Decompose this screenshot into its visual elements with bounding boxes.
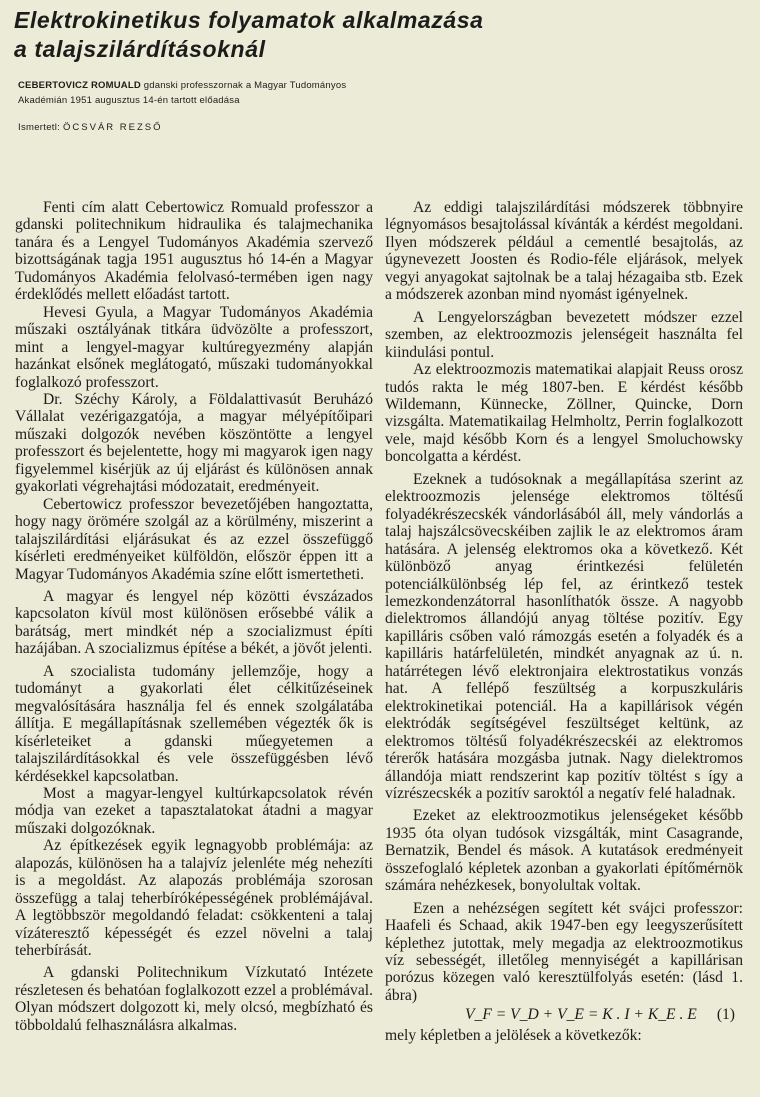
paragraph: A szocialista tudomány jellemzője, hogy a tudományt a gyakorlati élet célkitűzéseinek megvalósítására használja fel és ennek szolgálatába állítja. E megállapításnak szellemében végezték ők is kísérleteiket a gdanski műegyetemen a talajszilárdításokkal és vele összefüggésben lévő kérdésekkel kapcsolatban.: [15, 662, 373, 785]
paragraph: Fenti cím alatt Cebertowicz Romuald professzor a gdanski politechnikum hidraulika és talajmechanika tanára és a Lengyel Tudományos Akadémia szervező bizottságának tagja 1951 augusztus hó 14-én a Magyar Tudományos Akadémia felolvasó-termében igen nagy érdeklődés mellett előadást tartott.: [15, 199, 373, 304]
reviewer-name: ÖCSVÁR REZSŐ: [63, 122, 163, 133]
paragraph: A Lengyelországban bevezetett módszer ezzel szemben, az elektroozmozis jelenségeit használta fel kiindulási pontul.: [385, 308, 743, 361]
equation-body: V_F = V_D + V_E = K . I + K_E . E: [465, 1006, 697, 1024]
reviewer-label: Ismertetl:: [18, 122, 61, 133]
article-title: [14, 6, 744, 64]
paragraph: Ezen a nehézségen segített két svájci professzor: Haafeli és Schaad, akik 1947-ben egy leegyszerűsített képlethez jutottak, mely megadja az elektroozmotikus víz sebességét, illetőleg mennyiségét a kapillárisan porózus közegen való keresztülfolyás esetén: (lásd 1. ábra): [385, 899, 743, 1004]
paragraph: Dr. Széchy Károly, a Földalattivasút Beruházó Vállalat vezérigazgatója, a magyar mélyépítőipari műszaki dolgozók nevében köszöntötte a lengyel professzort és bejelentette, hogy mi magyarok igen nagy figyelemmel kisérjük az új eljárást és különösen annak gyakorlati végrehajtási módozatait, eredményeit.: [15, 390, 373, 496]
paragraph: A gdanski Politechnikum Vízkutató Intézete részletesen és behatóan foglalkozott ezzel a problémával. Olyan módszert dolgozott ki, mely olcsó, megbízható és többoldalú felhasználásra alkalmas.: [15, 964, 373, 1034]
title-line-2: a talajszilárdításoknál: [14, 36, 266, 62]
paragraph: Ezeknek a tudósoknak a megállapítása szerint az elektroozmozis jelensége elektromos töltésű folyadékrészecskék vándorlásából áll, mely vándorlás a talaj hajszálcsövecskéiben zajlik le az elektromos áram hatására. A jelenség elektromos oka a következő. Két különböző anyag érintkezési felületén potenciálkülönbség lép fel, az érintkező testek lemezkondenzátorral hasonlíthatók össze. A nagyobb dielektromos állandójú anyag töltése pozitív. Egy kapilláris csőben való rámozgás esetén a folyadék és a kapilláris határfelületén, mindkét anyagnak az ú. n. határrétegen lévő elektronjaira elektrostatikus vonzás hat. A fellépő feszültség a korpuszkuláris elektrokinetikai potenciál. Ha a kapillárisok végén elektródák segítségével feszültséget keltünk, az elektromos töltésű folyadékrészecskéi az elektromos térerők hatására mozgásba jutnak. Nagy dielektromos állandója miatt rendszerint kap pozitív töltést s így a vízrészecskék a pozitív saroktól a negatív felé haladnak.: [385, 470, 743, 802]
equation: [385, 1006, 743, 1023]
paragraph: Most a magyar-lengyel kultúrkapcsolatok révén módja van ezeket a tapasztalatokat átadni a magyar műszaki dolgozóknak.: [15, 784, 373, 837]
paragraph: Az építkezések egyik legnagyobb problémája: az alapozás, különösen ha a talajvíz jelenléte még nehezíti is a megoldást. Az alapozás problémája szorosan összefügg a talaj teherbíróképességének problémájával. A legtöbbször megoldandó feladat: csökkenteni a talaj vízáteresztő képességét és ezzel növelni a talaj teherbírását.: [15, 837, 373, 960]
title-line-1: Elektrokinetikus folyamatok alkalmazása: [14, 7, 484, 33]
paragraph: Ezeket az elektroozmotikus jelenségeket később 1935 óta olyan tudósok vizsgálták, mint Casagrande, Bernatzik, Bendel és mások. A kutatások eredményeit összefoglaló képletek azonban a gyakorlati építőmérnök számára nehézkesek, bonyolultak voltak.: [385, 807, 743, 895]
byline: [18, 78, 448, 108]
paragraph: Hevesi Gyula, a Magyar Tudományos Akadémia műszaki osztályának titkára üdvözölte a professzort, mint a lengyel-magyar kultúregyezmény alapján hazánkat elsőnek meglátogató, műszaki tudományokkal foglalkozó professzort.: [15, 303, 373, 391]
byline-text: gdanski professzornak a Magyar Tudományos: [140, 80, 347, 91]
paragraph: A magyar és lengyel nép közötti évszázados kapcsolaton kívül most különösen erősebbé válik a barátság, mert mindkét nép a szocializmust építi hazájában. A szocializmus építése a békét, a jövőt jelenti.: [15, 587, 373, 658]
reviewer: [18, 122, 163, 133]
paragraph: mely képletben a jelölések a következők:: [385, 1026, 642, 1044]
left-column: [15, 199, 373, 1034]
paragraph: Az elektroozmozis matematikai alapjait Reuss orosz tudós rakta le még 1807-ben. E kérdést később Wildemann, Künnecke, Zöllner, Quincke, Dorn vizsgálta. Matematikailag Helmholtz, Perrin foglalkozott vele, majd később Korn és a lengyel Smoluchowsky boncolgatta a kérdést.: [385, 361, 743, 466]
paragraph: Cebertowicz professzor bevezetőjében hangoztatta, hogy nagy örömére szolgál az a körülmény, miszerint a talajszilárdítási eljárásukat és az ezzel összefüggő kísérleti eredményeiket külföldön, először éppen itt a Magyar Tudományos Akadémia színe előtt ismertetheti.: [15, 495, 373, 583]
byline-text-2: Akadémián 1951 augusztus 14-én tartott előadása: [18, 95, 240, 106]
author-name: CEBERTOVICZ ROMUALD: [18, 80, 141, 91]
paragraph: Az eddigi talajszilárdítási módszerek többnyire légnyomásos besajtolással kívánták a kérdést megoldani. Ilyen módszerek például a cementlé besajtolás, az úgynevezett Joosten és Rodio-féle eljárások, melyek vegyi anyagokat sajtolnak be a talaj hézagaiba stb. Ezek a módszerek azonban mind nyomást igényelnek.: [385, 199, 743, 304]
equation-number: (1): [716, 1006, 735, 1024]
right-column: [385, 199, 743, 1044]
